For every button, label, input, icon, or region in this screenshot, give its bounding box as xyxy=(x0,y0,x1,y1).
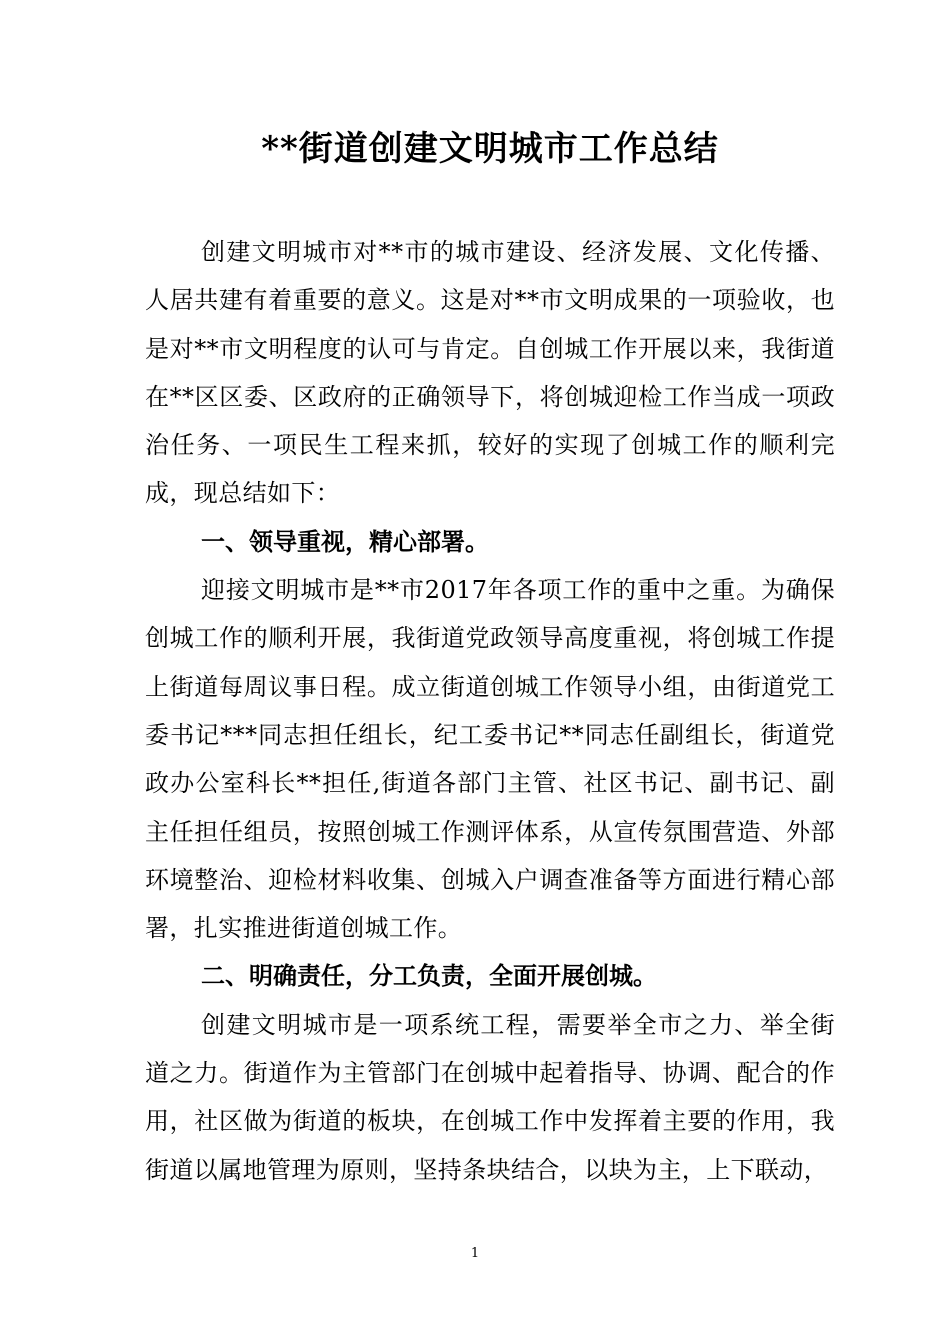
document-title: **街道创建文明城市工作总结 xyxy=(261,129,719,169)
intro-paragraph: 创建文明城市对**市的城市建设、经济发展、文化传播、人居共建有着重要的意义。这是对**市文明成果的一项验收，也是对**市文明程度的认可与肯定。自创城工作开展以来，我街道在**区区委、区政府的正确领导下，将创城迎检工作当成一项政治任务、一项民生工程来抓，较好的实现了创城工作的顺利完成，现总结如下： xyxy=(145,238,835,508)
section-1-paragraph: 迎接文明城市是**市2017年各项工作的重中之重。为确保创城工作的顺利开展，我街道党政领导高度重视，将创城工作提上街道每周议事日程。成立街道创城工作领导小组，由街道党工委书记***同志担任组长，纪工委书记**同志任副组长，街道党政办公室科长**担任,街道各部门主管、社区书记、副书记、副主任担任组员，按照创城工作测评体系，从宣传氛围营造、外部环境整治、迎检材料收集、创城入户调查准备等方面进行精心部署，扎实推进街道创城工作。 xyxy=(145,576,835,943)
document-body xyxy=(145,228,835,1194)
page-number: 1 xyxy=(470,1246,480,1261)
section-heading-1: 一、领导重视，精心部署。 xyxy=(201,527,489,556)
section-heading-2: 二、明确责任，分工负责，全面开展创城。 xyxy=(201,962,657,991)
section-2-paragraph: 创建文明城市是一项系统工程，需要举全市之力、举全街道之力。街道作为主管部门在创城中起着指导、协调、配合的作用，社区做为街道的板块，在创城工作中发挥着主要的作用，我街道以属地管理为原则，坚持条块结合，以块为主，上下联动， xyxy=(145,1010,835,1184)
